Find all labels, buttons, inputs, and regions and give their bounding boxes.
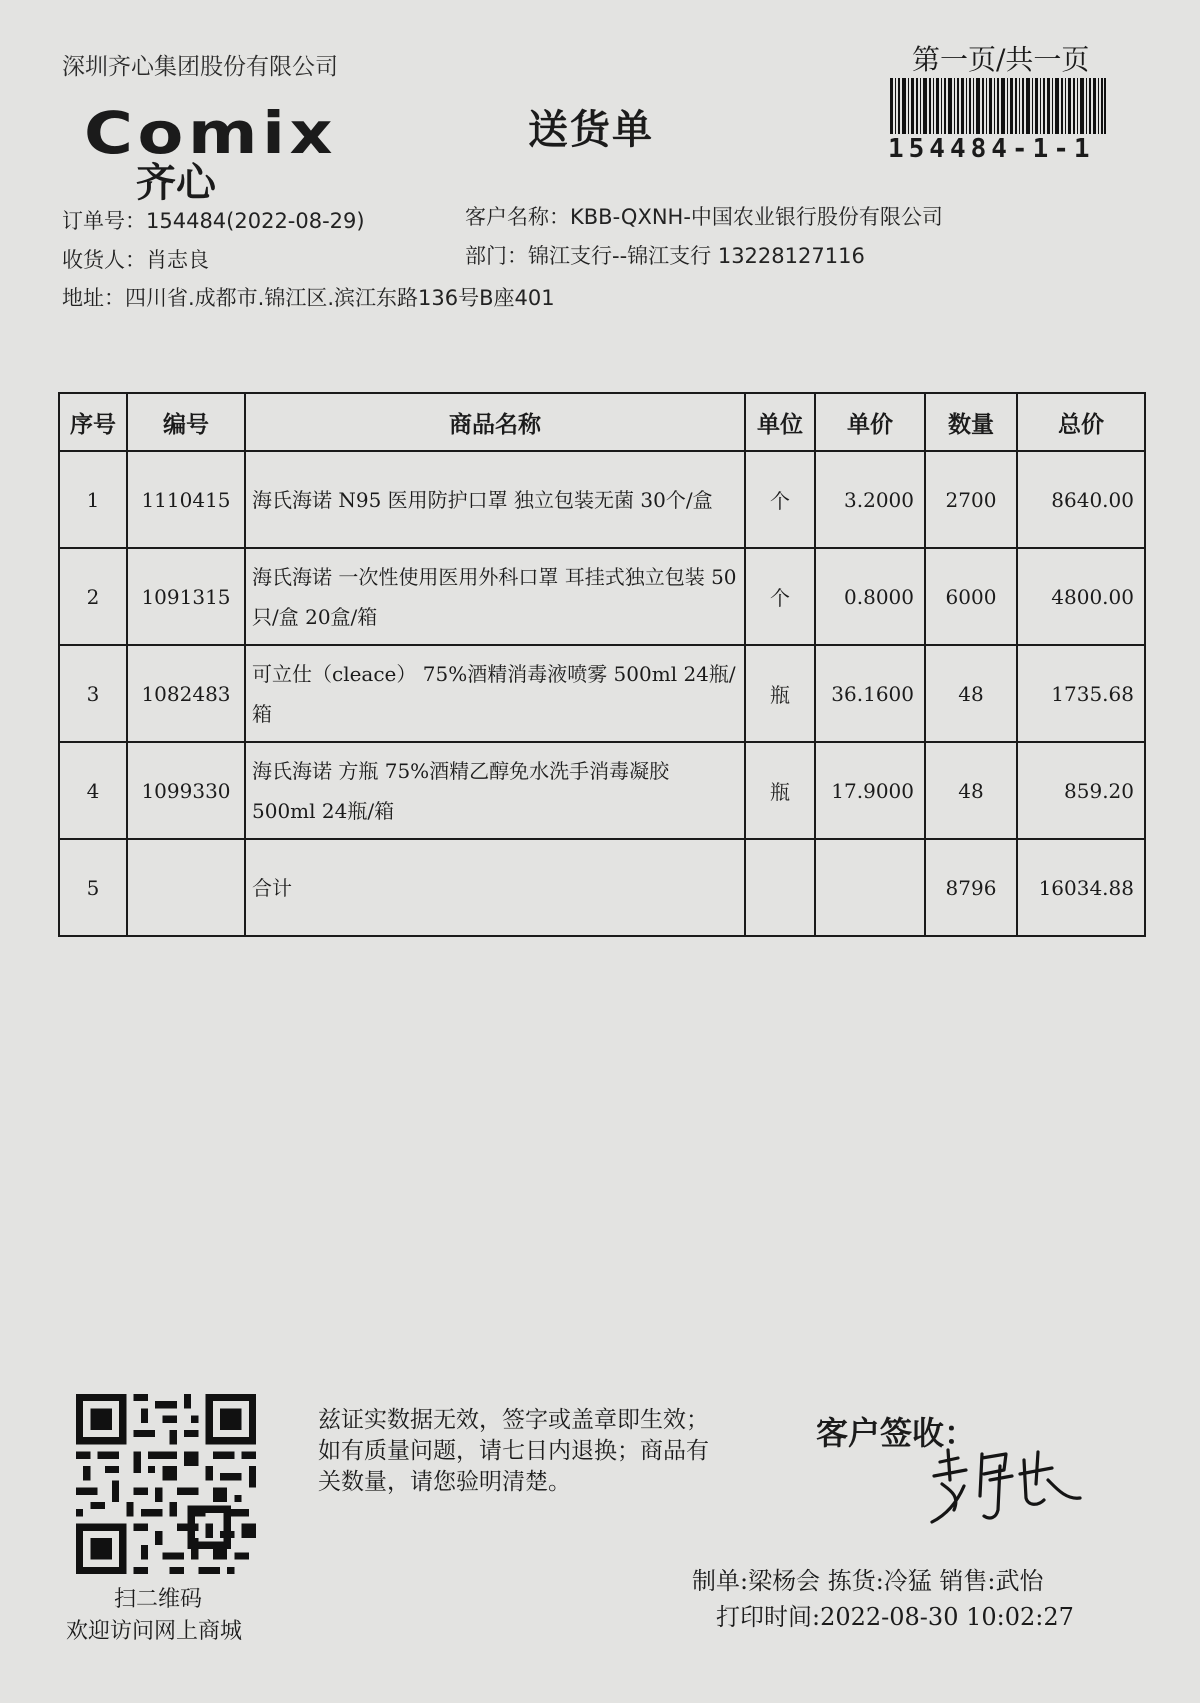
cell-product: 海氏海诺 N95 医用防护口罩 独立包装无菌 30个/盒 xyxy=(245,451,745,548)
cell-total: 4800.00 xyxy=(1017,548,1145,645)
cell-unit-price: 0.8000 xyxy=(815,548,925,645)
department: 部门：锦江支行--锦江支行 13228127116 xyxy=(465,244,865,268)
cell-quantity: 2700 xyxy=(925,451,1017,548)
cell-unit-price: 3.2000 xyxy=(815,451,925,548)
cell-unit: 瓶 xyxy=(745,742,815,839)
cell-total: 8640.00 xyxy=(1017,451,1145,548)
cell-total-label: 合计 xyxy=(245,839,745,936)
cell-product: 海氏海诺 方瓶 75%酒精乙醇免水洗手消毒凝胶 500ml 24瓶/箱 xyxy=(245,742,745,839)
cell-unit-price xyxy=(815,839,925,936)
customer-sign-label: 客户签收： xyxy=(816,1414,977,1452)
cell-code: 1099330 xyxy=(127,742,245,839)
barcode-number: 154484-1-1 xyxy=(888,134,1095,164)
notice-text: 兹证实数据无效，签字或盖章即生效；如有质量问题，请七日内退换；商品有关数量，请您验明清楚。 xyxy=(318,1407,709,1495)
table-total-row xyxy=(59,839,1145,936)
table-row xyxy=(59,645,1145,742)
order-number: 订单号：154484(2022-08-29) xyxy=(62,209,365,233)
cell-quantity: 6000 xyxy=(925,548,1017,645)
cell-total: 1735.68 xyxy=(1017,645,1145,742)
print-time: 打印时间:2022-08-30 10:02:27 xyxy=(716,1603,1074,1631)
table-row xyxy=(59,548,1145,645)
cell-code: 1091315 xyxy=(127,548,245,645)
cell-seq: 1 xyxy=(59,451,127,548)
document-title: 送货单 xyxy=(528,107,654,153)
cell-unit: 个 xyxy=(745,451,815,548)
logo-subtext: 齐心 xyxy=(136,159,216,206)
cell-seq: 2 xyxy=(59,548,127,645)
cell-unit: 瓶 xyxy=(745,645,815,742)
qr-caption-welcome: 欢迎访问网上商城 xyxy=(66,1619,243,1644)
table-row xyxy=(59,742,1145,839)
receiver: 收货人：肖志良 xyxy=(62,248,209,272)
logo-text: Comix xyxy=(84,99,338,167)
header-product: 商品名称 xyxy=(245,393,745,451)
cell-seq: 4 xyxy=(59,742,127,839)
cell-quantity: 48 xyxy=(925,742,1017,839)
cell-product: 可立仕（cleace） 75%酒精消毒液喷雾 500ml 24瓶/箱 xyxy=(245,645,745,742)
comix-logo xyxy=(84,99,338,206)
address: 地址：四川省.成都市.锦江区.滨江东路136号B座401 xyxy=(62,286,555,310)
header-seq: 序号 xyxy=(59,393,127,451)
header-quantity: 数量 xyxy=(925,393,1017,451)
cell-code: 1082483 xyxy=(127,645,245,742)
cell-unit-price: 17.9000 xyxy=(815,742,925,839)
header-unit: 单位 xyxy=(745,393,815,451)
cell-quantity: 48 xyxy=(925,645,1017,742)
cell-seq: 3 xyxy=(59,645,127,742)
cell-unit xyxy=(745,839,815,936)
cell-code: 1110415 xyxy=(127,451,245,548)
table-row xyxy=(59,451,1145,548)
cell-code xyxy=(127,839,245,936)
cell-product: 海氏海诺 一次性使用医用外科口罩 耳挂式独立包装 50只/盒 20盒/箱 xyxy=(245,548,745,645)
cell-unit: 个 xyxy=(745,548,815,645)
cell-total-quantity: 8796 xyxy=(925,839,1017,936)
items-table xyxy=(58,392,1146,937)
header-unit-price: 单价 xyxy=(815,393,925,451)
staff-info: 制单:梁杨会 拣货:冷猛 销售:武怡 xyxy=(692,1567,1044,1595)
customer-name: 客户名称：KBB-QXNH-中国农业银行股份有限公司 xyxy=(465,205,943,229)
header-code: 编号 xyxy=(127,393,245,451)
cell-unit-price: 36.1600 xyxy=(815,645,925,742)
handwritten-signature xyxy=(920,1440,1090,1530)
cell-grand-total: 16034.88 xyxy=(1017,839,1145,936)
cell-total: 859.20 xyxy=(1017,742,1145,839)
header-total: 总价 xyxy=(1017,393,1145,451)
page-indicator: 第一页/共一页 xyxy=(912,43,1090,76)
cell-seq: 5 xyxy=(59,839,127,936)
table-header-row xyxy=(59,393,1145,451)
qr-caption-scan: 扫二维码 xyxy=(114,1587,203,1612)
barcode xyxy=(890,78,1106,134)
qr-code xyxy=(76,1394,256,1574)
company-name: 深圳齐心集团股份有限公司 xyxy=(62,54,338,80)
